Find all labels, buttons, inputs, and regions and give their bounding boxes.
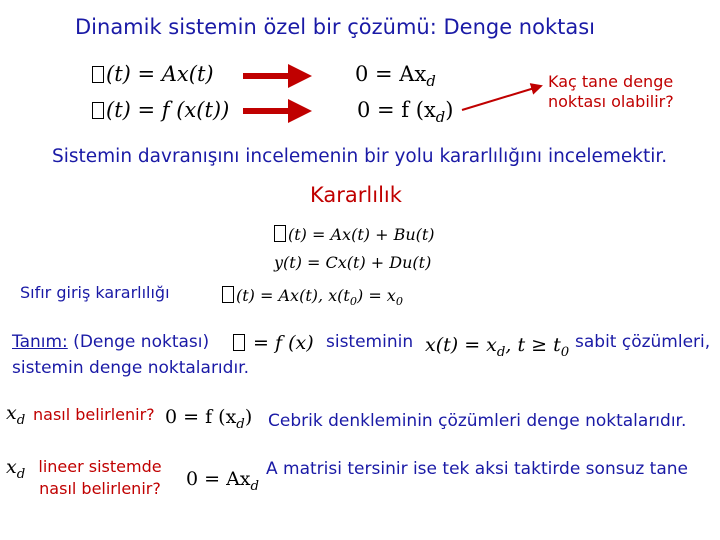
nonlinear-equilibrium-equation: 0 = f $(x_d)$ bbox=[357, 98, 454, 127]
nonlinear-question: nasıl belirlenir? bbox=[33, 405, 155, 424]
definition-line2: sistemin denge noktalarıdır. bbox=[12, 358, 250, 378]
definition-middle-text: sisteminin bbox=[326, 332, 414, 352]
definition-system-equation: = f (x) bbox=[233, 332, 314, 354]
linear-answer: A matrisi tersinir ise tek aksi taktirde sonsuz tane bbox=[266, 459, 688, 479]
missing-glyph-icon bbox=[222, 286, 234, 303]
constant-solution-equation: $x(t) = x_d$, $t \ge t_0$ bbox=[425, 334, 570, 360]
section-title: Kararlılık bbox=[310, 183, 402, 207]
xd-symbol: $x_d$ bbox=[6, 402, 26, 428]
stability-sentence: Sistemin davranışını incelemenin bir yolu kararlılığını incelemektir. bbox=[52, 146, 668, 167]
output-equation: y(t) = Cx(t) + Du(t) bbox=[274, 253, 432, 272]
nonlinear-algebraic-equation: 0 = f $(x_d)$ bbox=[165, 406, 253, 432]
definition-end-text: sabit çözümleri, bbox=[575, 332, 711, 352]
linear-equilibrium-equation: $0 = Ax_d$ bbox=[355, 62, 436, 91]
missing-glyph-icon bbox=[233, 334, 245, 351]
nonlinear-answer: Cebrik denkleminin çözümleri denge noktalarıdır. bbox=[268, 411, 687, 431]
slide-title: Dinamik sistemin özel bir çözümü: Denge noktası bbox=[75, 15, 595, 39]
state-equation: (t) = Ax(t) + Bu(t) bbox=[274, 225, 435, 244]
linear-algebraic-equation: $0 = Ax_d$ bbox=[186, 468, 260, 494]
nonlinear-state-equation: (t) = f (x(t)) bbox=[92, 98, 229, 122]
definition-label: Tanım: (Denge noktası) bbox=[12, 332, 210, 352]
pointer-arrow-icon bbox=[462, 86, 541, 110]
missing-glyph-icon bbox=[274, 225, 286, 242]
linear-state-equation: (t) = Ax(t) bbox=[92, 62, 214, 86]
how-many-question: Kaç tane denge noktası olabilir? bbox=[548, 72, 674, 111]
zero-input-equation: (t) = Ax(t), $x(t_0) = x_0$ bbox=[222, 286, 403, 308]
xd-symbol: $x_d$ bbox=[6, 456, 26, 482]
linear-question: lineer sistemde nasıl belirlenir? bbox=[38, 457, 162, 498]
zero-input-label: Sıfır giriş kararlılığı bbox=[20, 283, 170, 302]
